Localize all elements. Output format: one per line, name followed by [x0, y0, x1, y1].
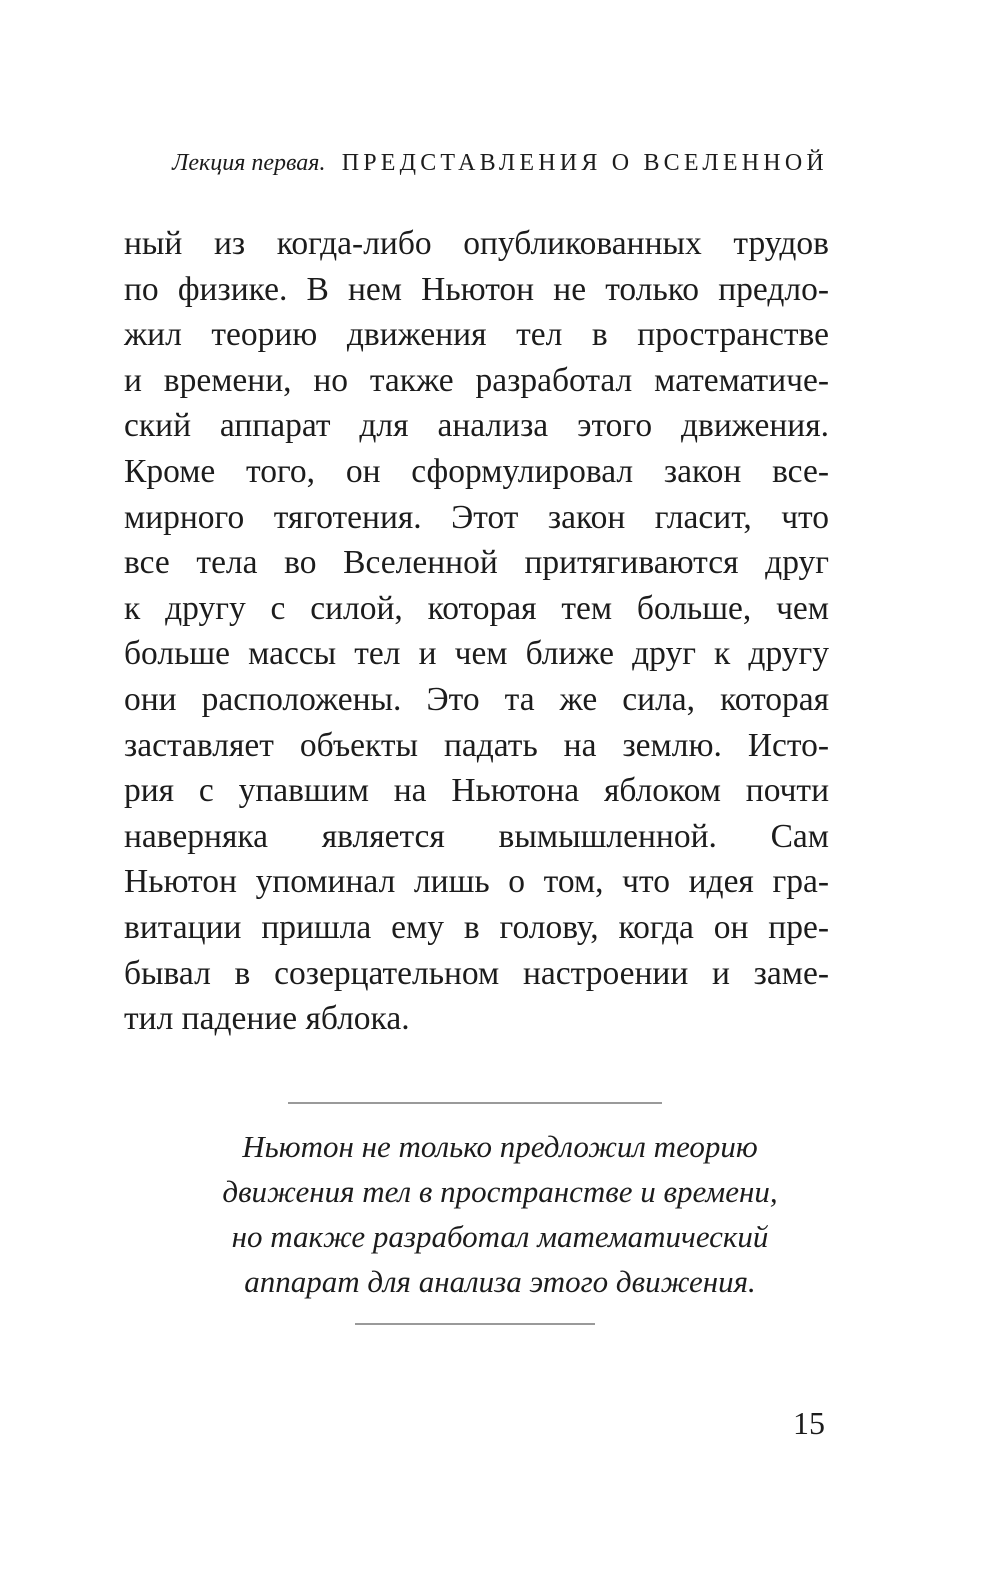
- running-head: [0, 146, 1000, 180]
- body-line: ский аппарат для анализа этого движения.: [124, 407, 829, 445]
- pull-quote-top-rule: [288, 1102, 662, 1104]
- body-line: рия с упавшим на Ньютона яблоком почти: [124, 772, 829, 810]
- pull-quote-line: движения тел в пространстве и времени,: [222, 1174, 778, 1209]
- body-line: к другу с силой, которая тем больше, чем: [124, 589, 829, 627]
- section-title: ПРЕДСТАВЛЕНИЯ О ВСЕЛЕННОЙ: [341, 150, 828, 176]
- body-line: Ньютон упоминал лишь о том, что идея гра-: [124, 863, 829, 901]
- body-line: тил падение яблока.: [124, 1000, 410, 1038]
- pull-quote-bottom-rule: [355, 1323, 595, 1325]
- body-line: все тела во Вселенной притягиваются друг: [124, 544, 829, 582]
- pull-quote-line: аппарат для анализа этого движения.: [244, 1264, 756, 1299]
- body-line: бывал в созерцательном настроении и заме-: [124, 954, 829, 992]
- body-line: и времени, но также разработал математиче-: [124, 361, 829, 399]
- pull-quote: [120, 1124, 880, 1304]
- lecture-title: Лекция первая.: [172, 150, 326, 176]
- body-line: по физике. В нем Ньютон не только предло-: [124, 270, 829, 308]
- body-line: ный из когда-либо опубликованных трудов: [124, 225, 829, 262]
- pull-quote-line: Ньютон не только предложил теорию: [242, 1129, 758, 1164]
- body-line: заставляет объекты падать на землю. Исто-: [124, 726, 829, 764]
- body-text: [124, 221, 829, 1042]
- body-line: они расположены. Это та же сила, которая: [124, 680, 829, 718]
- body-line: наверняка является вымышленной. Сам: [124, 817, 829, 855]
- page-number: 15: [793, 1405, 825, 1441]
- pull-quote-line: но также разработал математический: [231, 1219, 769, 1254]
- body-line: больше массы тел и чем ближе друг к другу: [124, 635, 829, 673]
- body-line: жил теорию движения тел в пространстве: [124, 316, 829, 354]
- body-line: Кроме того, он сформулировал закон все-: [124, 452, 829, 490]
- body-line: мирного тяготения. Этот закон гласит, что: [124, 498, 829, 536]
- body-line: витации пришла ему в голову, когда он пре-: [124, 908, 829, 946]
